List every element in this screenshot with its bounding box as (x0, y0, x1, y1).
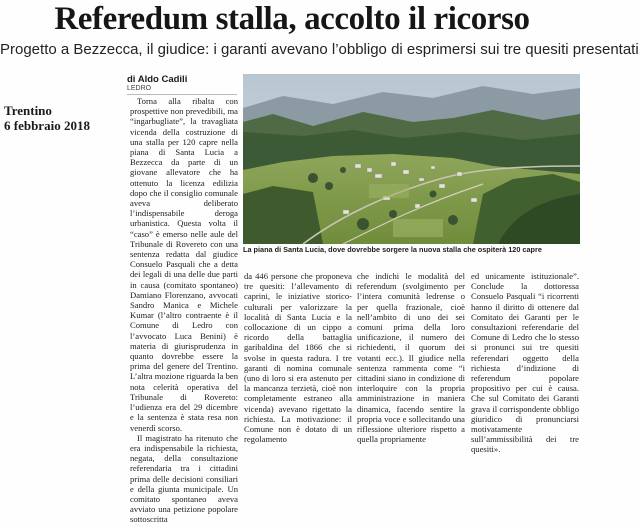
publication-date: 6 febbraio 2018 (4, 118, 90, 133)
paragraph: Torna alla ribalta con prospettive non prevedibili, ma “ingarbugliate”, la travagliata vicenda della costruzione di una stalla per 120 capre nella piana di Santa Lucia a Bezzecca da parte di un giovane allevatore che ha ottenuto la licenza edilizia dopo che il consiglio comunale aveva deliberato l’indispensabile deroga urbanistica. Questa volta il “caso” è emerso nelle aule del Tribunale di Rovereto con una sentenza redatta dal giudice Consuelo Pasquali che a detta dei legali di una delle due parti in causa (comitato spontaneo) Damiano Florenzano, avvocati Sandro Manica e Michele Kumar (l’altro contraente è il Comune di Ledro con l’avvocato Luca Benini) è materia di giurisprudenza in quanto dovrebbe essere la prima del genere del Trentino. L’altra mozione riguarda la ben nota celerità operativa del Tribunale di Rovereto: l’udienza era del 29 dicembre e la sentenza è stata resa non venerdì scorso. (130, 96, 239, 433)
paragraph: ed unicamente istituzionale”. Conclude la dottoressa Consuelo Pasquali “i ricorrenti hanno il diritto di ottenere dal Comitato dei Garanti per le consultazioni referendarie del Comune di Ledro che lo stesso si pronunci sui tre quesiti referendari oggetto della richiesta d’indizione di referendum popolare propositivo per cui è causa. Che sul Comitato dei Garanti grava il corrispondente obbligo giuridico di pronunciarsi motivatamente sull’ammissibilità dei tre quesiti». (471, 271, 579, 455)
photo-caption: La piana di Santa Lucia, dove dovrebbe sorgere la nuova stalla che ospiterà 120 capre (243, 245, 542, 254)
paragraph: da 446 persone che proponeva tre quesiti: l’allevamento di caprini, le iniziative storico-culturali per valorizzare la località di Santa Lucia e la collocazione di un cippo a ricordo della battaglia garibaldina del 1866 che si svolse in questa radura. I tre garanti di nomina comunale (uno di loro si era astenuto per la mancanza terzietà, cioè non completamente estraneo alla vicenda) avevano rigettato la richiesta. La motivazione: il Comune non è dotato di un regolamento (244, 271, 352, 445)
byline-divider (127, 94, 237, 95)
byline: di Aldo Cadili (127, 74, 188, 85)
article-column-3 (357, 271, 465, 445)
newspaper-source: Trentino (4, 103, 52, 118)
article-column-1 (130, 96, 239, 525)
section-label: LEDRO (127, 85, 152, 92)
article-column-2 (244, 271, 352, 445)
article-column-4 (471, 271, 579, 455)
subheadline: Progetto a Bezzecca, il giudice: i garanti avevano l’obbligo di esprimersi sui tre quesiti presentati (0, 41, 639, 58)
article-photo (243, 74, 580, 244)
paragraph: che indichi le modalità del referendum (svolgimento per l’intera comunità ledrense o per quella frazionale, cioè nell’ambito di uno dei sei comuni prima della loro unificazione, il numero dei richiedenti, il quorum dei votanti ecc.). Il giudice nella sentenza rammenta come “i cittadini siano in condizione di interloquire con la propria amministrazione in maniera dinamica, facendo sentire la propria voce e sollecitando una riflessione ulteriore rispetto a quella propriamente (357, 271, 465, 445)
paragraph: Il magistrato ha ritenuto che era indispensabile la richiesta, negata, della consultazione referendaria tra i cittadini prima delle decisioni consiliari e della giunta municipale. Un comitato spontaneo aveva avviato una petizione popolare sottoscritta (130, 432, 238, 525)
headline: Referedum stalla, accolto il ricorso (54, 1, 530, 37)
